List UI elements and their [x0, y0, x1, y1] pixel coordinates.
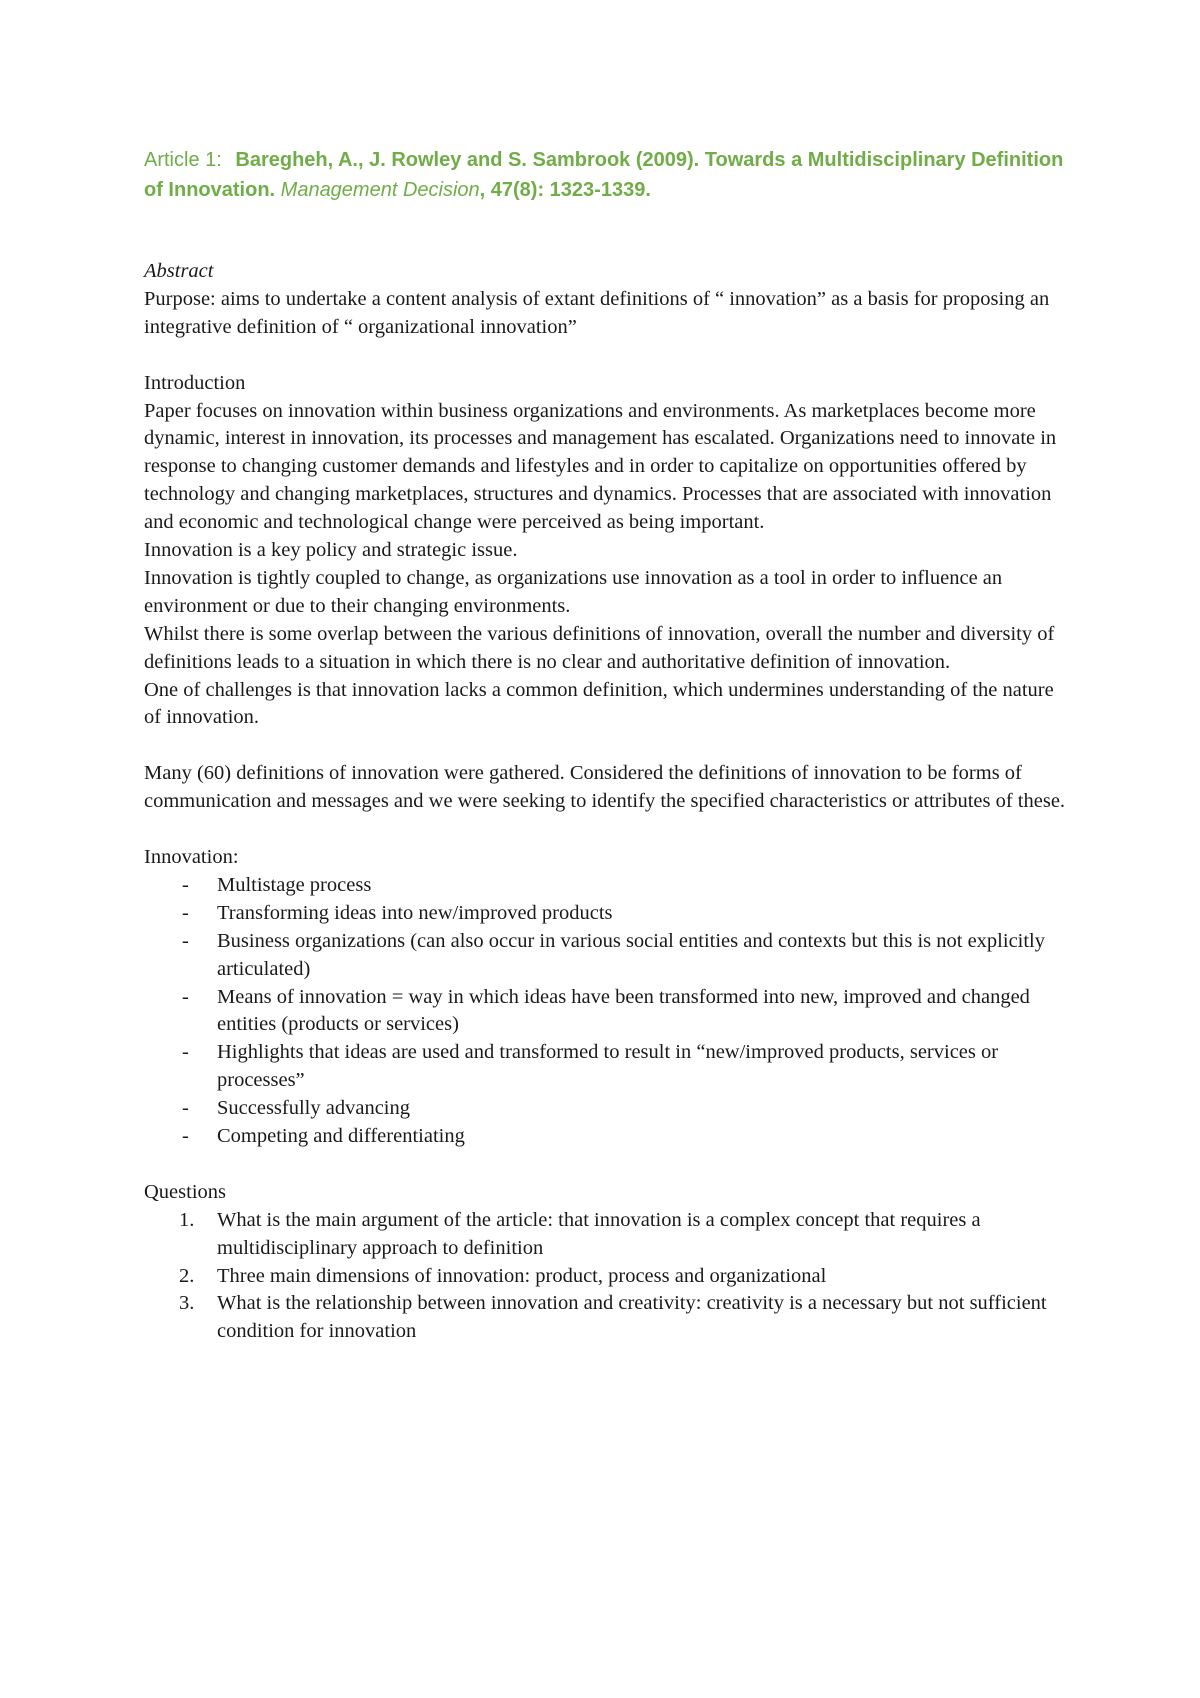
- document-body: [144, 258, 1074, 1346]
- introduction-paragraph: Innovation is tightly coupled to change, as organizations use innovation as a tool in order to influence an environment or due to their changing environments.: [144, 566, 1003, 617]
- list-item-text: Highlights that ideas are used and transformed to result in “new/improved products, services or processes”: [217, 1041, 999, 1092]
- list-item: [144, 928, 1074, 984]
- list-item: [144, 984, 1074, 1040]
- article-label: Article 1:: [144, 149, 222, 171]
- list-item-text: Means of innovation = way in which ideas have been transformed into new, improved and changed entities (products or services): [217, 985, 1030, 1036]
- list-item: [144, 1095, 1074, 1123]
- abstract-text: Purpose: aims to undertake a content analysis of extant definitions of “ innovation” as a basis for proposing an integrative definition of “ organizational innovation”: [144, 287, 1050, 338]
- journal-volume: , 47(8): 1323-1339.: [479, 179, 651, 201]
- introduction-paragraph: One of challenges is that innovation lacks a common definition, which undermines understanding of the nature of innovation.: [144, 678, 1054, 729]
- list-item: [144, 1039, 1074, 1095]
- question-item: [144, 1263, 1074, 1291]
- dash-bullet: -: [182, 929, 189, 952]
- question-number: 3.: [179, 1292, 195, 1315]
- list-item-text: Multistage process: [217, 873, 372, 896]
- spacer: [144, 342, 1074, 370]
- question-text: What is the main argument of the article: that innovation is a complex concept that requires a multidisciplinary approach to definition: [217, 1208, 981, 1259]
- abstract-title: Abstract: [144, 260, 214, 282]
- dash-bullet: -: [182, 1041, 189, 1064]
- introduction-paragraph: Paper focuses on innovation within business organizations and environments. As marketplaces become more dynamic, interest in innovation, its processes and management has escalated. Organizations need to innovate in response to changing customer demands and lifestyles and in order to capitalize on opportunities offered by technology and changing marketplaces, structures and dynamics. Processes that are associated with innovation and economic and technological change were perceived as being important.: [144, 399, 1057, 534]
- dash-bullet: -: [182, 1097, 189, 1120]
- list-item: [144, 1123, 1074, 1151]
- question-item: [144, 1290, 1074, 1346]
- question-number: 1.: [179, 1208, 195, 1231]
- list-item-text: Competing and differentiating: [217, 1125, 465, 1148]
- dash-bullet: -: [182, 985, 189, 1008]
- dash-bullet: -: [182, 873, 189, 896]
- question-text: Three main dimensions of innovation: product, process and organizational: [217, 1264, 827, 1287]
- introduction-paragraph: Whilst there is some overlap between the various definitions of innovation, overall the number and diversity of definitions leads to a situation in which there is no clear and authoritative definition of innovation.: [144, 622, 1055, 673]
- dash-bullet: -: [182, 1125, 189, 1148]
- innovation-title: Innovation:: [144, 845, 239, 868]
- citation-authors-title: Baregheh, A., J. Rowley and S. Sambrook (2009). Towards a Multidisciplinary Definition of Innovation.: [144, 149, 1064, 201]
- introduction-paragraph: Innovation is a key policy and strategic issue.: [144, 539, 518, 562]
- spacer: [144, 816, 1074, 844]
- journal-name: Management Decision: [280, 179, 480, 201]
- spacer: [144, 732, 1074, 760]
- question-item: [144, 1207, 1074, 1263]
- dash-bullet: -: [182, 901, 189, 924]
- innovation-list: [144, 872, 1074, 1151]
- list-item: [144, 900, 1074, 928]
- questions-title: Questions: [144, 1180, 226, 1203]
- questions-list: [144, 1207, 1074, 1347]
- list-item-text: Transforming ideas into new/improved products: [217, 901, 613, 924]
- spacer: [144, 1151, 1074, 1179]
- question-text: What is the relationship between innovation and creativity: creativity is a necessary but not sufficient condition for innovation: [217, 1292, 1047, 1343]
- article-citation-heading: [144, 145, 1064, 205]
- question-number: 2.: [179, 1264, 195, 1287]
- introduction-title: Introduction: [144, 371, 246, 394]
- list-item: [144, 872, 1074, 900]
- list-item-text: Business organizations (can also occur in various social entities and contexts but this is not explicitly articulated): [217, 929, 1046, 980]
- definitions-paragraph: Many (60) definitions of innovation were gathered. Considered the definitions of innovation to be forms of communication and messages and we were seeking to identify the specified characteristics or attributes of these.: [144, 762, 1066, 813]
- list-item-text: Successfully advancing: [217, 1097, 410, 1120]
